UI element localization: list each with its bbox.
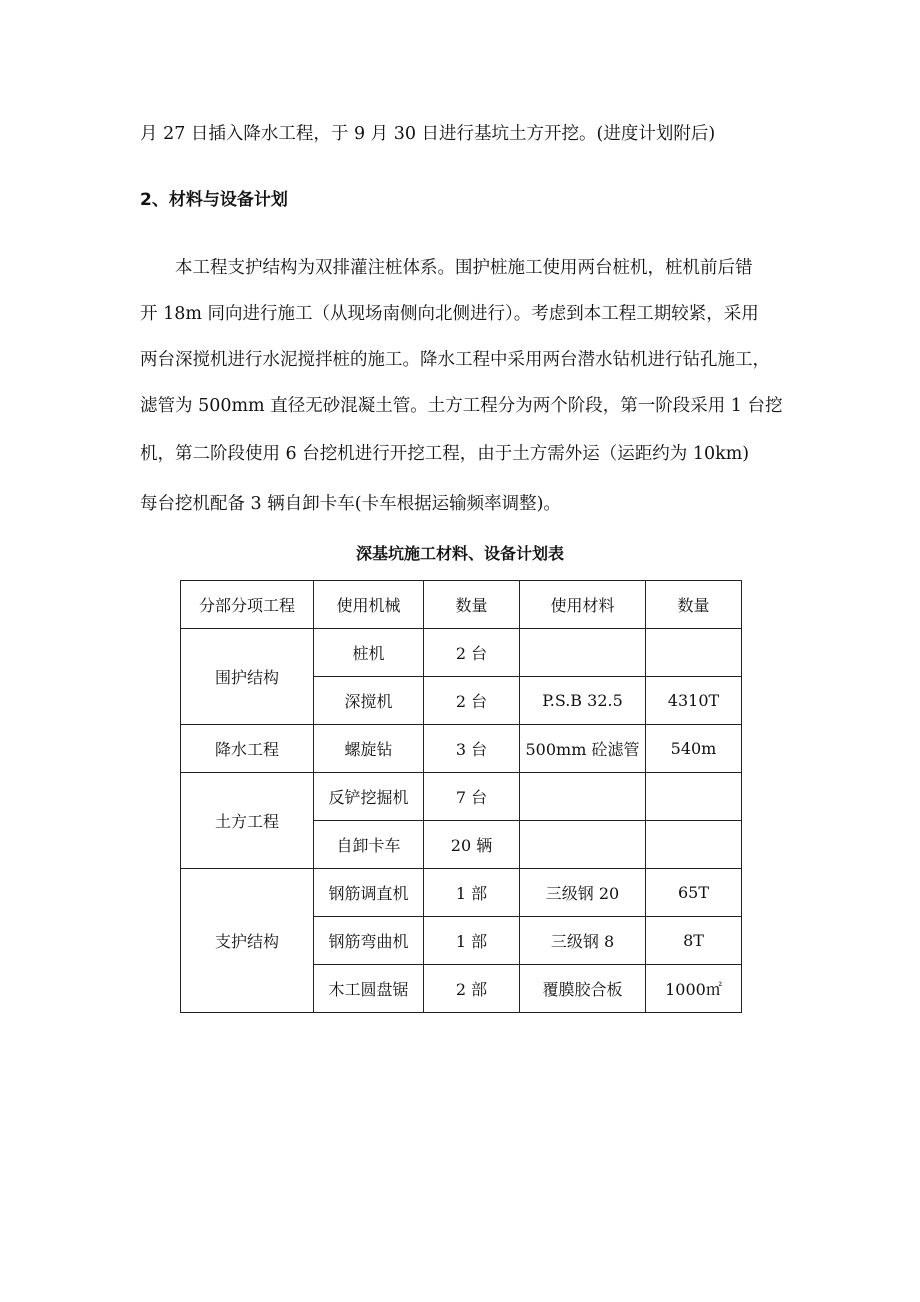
table-row bbox=[181, 629, 742, 677]
paragraph-line: 滤管为 500mm 直径无砂混凝土管。土方工程分为两个阶段，第一阶段采用 1 台挖 bbox=[140, 396, 783, 416]
paragraph-line: 两台深搅机进行水泥搅拌桩的施工。降水工程中采用两台潜水钻机进行钻孔施工， bbox=[140, 350, 770, 370]
paragraph-intro-tail: 月 27 日插入降水工程，于 9 月 30 日进行基坑土方开挖。(进度计划附后) bbox=[140, 124, 716, 144]
material-cell: P.S.B 32.5 bbox=[520, 677, 646, 725]
section-heading: 2、材料与设备计划 bbox=[140, 190, 288, 210]
group-cell: 降水工程 bbox=[181, 725, 314, 773]
table-title: 深基坑施工材料、设备计划表 bbox=[355, 544, 564, 563]
group-cell: 围护结构 bbox=[181, 629, 314, 725]
quantity-cell: 1 部 bbox=[424, 917, 520, 965]
machine-cell: 钢筋弯曲机 bbox=[314, 917, 424, 965]
material-quantity-cell bbox=[646, 773, 742, 821]
material-cell: 三级钢 20 bbox=[520, 869, 646, 917]
table-header-row bbox=[181, 581, 742, 629]
quantity-cell: 3 台 bbox=[424, 725, 520, 773]
quantity-cell: 1 部 bbox=[424, 869, 520, 917]
machine-cell: 钢筋调直机 bbox=[314, 869, 424, 917]
material-quantity-cell: 4310T bbox=[646, 677, 742, 725]
paragraph-line: 机，第二阶段使用 6 台挖机进行开挖工程，由于土方需外运（运距约为 10km) bbox=[140, 444, 750, 464]
material-cell bbox=[520, 821, 646, 869]
material-cell: 三级钢 8 bbox=[520, 917, 646, 965]
header-cell: 使用材料 bbox=[520, 581, 646, 629]
quantity-cell: 2 部 bbox=[424, 965, 520, 1013]
quantity-cell: 20 辆 bbox=[424, 821, 520, 869]
paragraph-line: 本工程支护结构为双排灌注桩体系。围护桩施工使用两台桩机，桩机前后错 bbox=[175, 258, 753, 278]
quantity-cell: 7 台 bbox=[424, 773, 520, 821]
group-cell: 土方工程 bbox=[181, 773, 314, 869]
table-row bbox=[181, 725, 742, 773]
material-quantity-cell: 8T bbox=[646, 917, 742, 965]
header-cell: 使用机械 bbox=[314, 581, 424, 629]
machine-cell: 木工圆盘锯 bbox=[314, 965, 424, 1013]
table-row bbox=[181, 869, 742, 917]
material-cell bbox=[520, 629, 646, 677]
machine-cell: 螺旋钻 bbox=[314, 725, 424, 773]
material-cell bbox=[520, 773, 646, 821]
paragraph-line: 开 18m 同向进行施工（从现场南侧向北侧进行）。考虑到本工程工期较紧，采用 bbox=[140, 304, 759, 324]
material-quantity-cell: 65T bbox=[646, 869, 742, 917]
group-cell: 支护结构 bbox=[181, 869, 314, 1013]
material-cell: 500mm 砼滤管 bbox=[520, 725, 646, 773]
material-quantity-cell bbox=[646, 629, 742, 677]
machine-cell: 深搅机 bbox=[314, 677, 424, 725]
header-cell: 数量 bbox=[424, 581, 520, 629]
machine-cell: 反铲挖掘机 bbox=[314, 773, 424, 821]
header-cell: 数量 bbox=[646, 581, 742, 629]
machine-cell: 自卸卡车 bbox=[314, 821, 424, 869]
material-quantity-cell bbox=[646, 821, 742, 869]
material-quantity-cell: 540m bbox=[646, 725, 742, 773]
header-cell: 分部分项工程 bbox=[181, 581, 314, 629]
material-cell: 覆膜胶合板 bbox=[520, 965, 646, 1013]
material-equipment-table bbox=[180, 580, 742, 1013]
quantity-cell: 2 台 bbox=[424, 629, 520, 677]
table-row bbox=[181, 773, 742, 821]
quantity-cell: 2 台 bbox=[424, 677, 520, 725]
material-quantity-cell: 1000㎡ bbox=[646, 965, 742, 1013]
paragraph-line: 每台挖机配备 3 辆自卸卡车(卡车根据运输频率调整)。 bbox=[140, 494, 561, 514]
machine-cell: 桩机 bbox=[314, 629, 424, 677]
